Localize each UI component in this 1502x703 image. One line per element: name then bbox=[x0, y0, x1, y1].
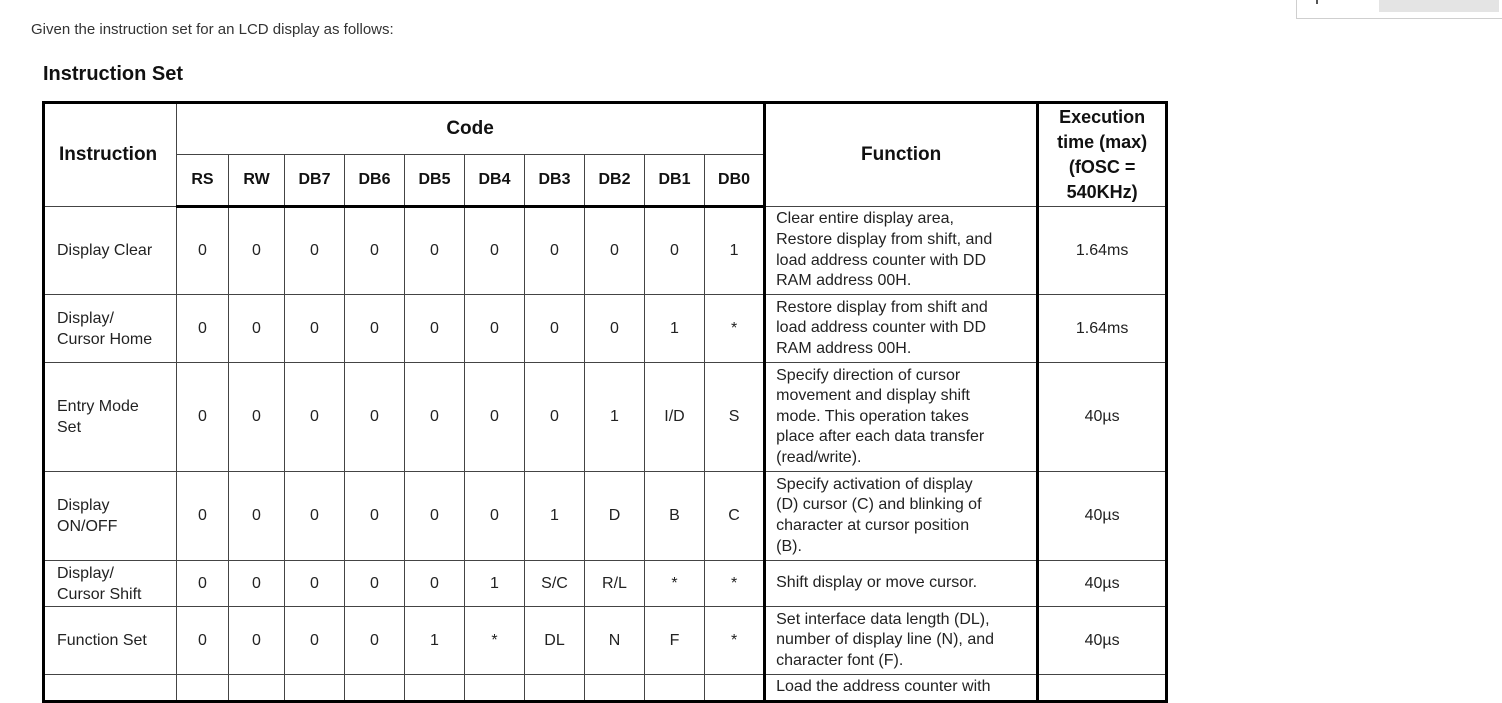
bit-cell: 1 bbox=[645, 295, 705, 363]
bit-cell: F bbox=[645, 607, 705, 675]
header-bit-rs: RS bbox=[177, 155, 229, 207]
instruction-name-line: Function Set bbox=[57, 632, 147, 649]
function-cell bbox=[765, 607, 1038, 675]
bit-cell: B bbox=[645, 472, 705, 561]
instruction-name-line: ON/OFF bbox=[57, 518, 118, 535]
function-line: character font (F). bbox=[776, 651, 904, 669]
header-execution-line: Execution bbox=[1059, 107, 1146, 127]
table-row bbox=[44, 675, 1167, 702]
bit-cell: 0 bbox=[405, 295, 465, 363]
function-line: (read/write). bbox=[776, 448, 862, 466]
instruction-name-line: Display/ bbox=[57, 309, 114, 327]
function-line: Set interface data length (DL), bbox=[776, 610, 990, 628]
function-line: Specify activation of display bbox=[776, 475, 973, 493]
bit-cell: 0 bbox=[525, 363, 585, 472]
instruction-name-line: Entry Mode bbox=[57, 398, 139, 415]
intro-text: Given the instruction set for an LCD display as follows: bbox=[31, 21, 394, 38]
table-row bbox=[44, 207, 1167, 295]
bit-cell: 0 bbox=[285, 607, 345, 675]
bit-cell bbox=[585, 675, 645, 702]
function-line: Restore display from shift, and bbox=[776, 230, 993, 248]
execution-time-cell: 1.64ms bbox=[1038, 207, 1167, 295]
bit-cell bbox=[465, 675, 525, 702]
function-line: (D) cursor (C) and blinking of bbox=[776, 496, 982, 514]
bit-cell bbox=[177, 675, 229, 702]
bit-cell: 1 bbox=[525, 472, 585, 561]
function-cell bbox=[765, 472, 1038, 561]
instruction-name-cell bbox=[44, 207, 177, 295]
bit-cell: * bbox=[465, 607, 525, 675]
bit-cell: R/L bbox=[585, 561, 645, 607]
instruction-set-table bbox=[42, 101, 1168, 703]
function-line: (B). bbox=[776, 537, 802, 555]
function-line: Shift display or move cursor. bbox=[776, 574, 978, 592]
bit-cell: * bbox=[705, 295, 765, 363]
function-cell bbox=[765, 207, 1038, 295]
function-line: place after each data transfer bbox=[776, 428, 985, 446]
table-row bbox=[44, 472, 1167, 561]
bit-cell: 0 bbox=[585, 207, 645, 295]
bit-cell: 0 bbox=[285, 295, 345, 363]
header-function: Function bbox=[765, 103, 1038, 207]
bit-cell bbox=[705, 675, 765, 702]
bit-cell: 0 bbox=[177, 561, 229, 607]
bit-cell: N bbox=[585, 607, 645, 675]
bit-cell: 0 bbox=[177, 363, 229, 472]
execution-time-cell: 40µs bbox=[1038, 363, 1167, 472]
header-instruction: Instruction bbox=[44, 103, 177, 207]
bit-cell: 0 bbox=[465, 472, 525, 561]
bit-cell: I/D bbox=[645, 363, 705, 472]
instruction-name-cell bbox=[44, 363, 177, 472]
bit-cell: 0 bbox=[285, 363, 345, 472]
function-line: load address counter with DD bbox=[776, 251, 987, 269]
bit-cell: 0 bbox=[345, 295, 405, 363]
bit-cell bbox=[345, 675, 405, 702]
bit-cell: 0 bbox=[229, 607, 285, 675]
header-bit-db3: DB3 bbox=[525, 155, 585, 207]
bit-cell: * bbox=[705, 607, 765, 675]
bit-cell: 0 bbox=[345, 207, 405, 295]
corner-scroll-bar[interactable] bbox=[1379, 0, 1499, 12]
instruction-name-cell bbox=[44, 472, 177, 561]
bit-cell: 1 bbox=[705, 207, 765, 295]
instruction-name-line: Set bbox=[57, 419, 82, 436]
bit-cell: 0 bbox=[345, 607, 405, 675]
instruction-name-cell bbox=[44, 607, 177, 675]
bit-cell: 0 bbox=[229, 207, 285, 295]
header-bit-db2: DB2 bbox=[585, 155, 645, 207]
header-bit-db4: DB4 bbox=[465, 155, 525, 207]
section-heading: Instruction Set bbox=[43, 63, 184, 85]
bit-cell: 1 bbox=[405, 607, 465, 675]
execution-time-cell: 40µs bbox=[1038, 472, 1167, 561]
execution-time-cell: 1.64ms bbox=[1038, 295, 1167, 363]
instruction-name-line: Display/ bbox=[57, 564, 114, 582]
function-line: movement and display shift bbox=[776, 387, 970, 405]
header-execution-time bbox=[1038, 103, 1167, 207]
header-bit-db0: DB0 bbox=[705, 155, 765, 207]
bit-cell: 0 bbox=[525, 207, 585, 295]
bit-cell: 0 bbox=[229, 472, 285, 561]
bit-cell: 0 bbox=[177, 607, 229, 675]
table-row bbox=[44, 607, 1167, 675]
bit-cell: 0 bbox=[229, 295, 285, 363]
bit-cell: 0 bbox=[345, 472, 405, 561]
header-bit-db1: DB1 bbox=[645, 155, 705, 207]
bit-cell bbox=[525, 675, 585, 702]
header-execution-line: time (max) bbox=[1057, 132, 1148, 152]
bit-cell: 0 bbox=[229, 561, 285, 607]
bit-cell: S bbox=[705, 363, 765, 472]
header-code: Code bbox=[177, 103, 765, 155]
function-line: Clear entire display area, bbox=[776, 210, 954, 228]
bit-cell: 0 bbox=[285, 472, 345, 561]
bit-cell: DL bbox=[525, 607, 585, 675]
bit-cell: 0 bbox=[585, 295, 645, 363]
bit-cell: 0 bbox=[525, 295, 585, 363]
bit-cell: 0 bbox=[645, 207, 705, 295]
function-cell bbox=[765, 295, 1038, 363]
execution-time-cell bbox=[1038, 675, 1167, 702]
bit-cell: 0 bbox=[465, 207, 525, 295]
function-line: load address counter with DD bbox=[776, 319, 987, 337]
bit-cell: 0 bbox=[465, 295, 525, 363]
header-execution-line: 540KHz) bbox=[1066, 182, 1138, 202]
bit-cell: * bbox=[705, 561, 765, 607]
bit-cell: 0 bbox=[177, 207, 229, 295]
bit-cell bbox=[645, 675, 705, 702]
corner-widget bbox=[1296, 0, 1502, 19]
bit-cell: 0 bbox=[229, 363, 285, 472]
bit-cell: S/C bbox=[525, 561, 585, 607]
function-line: character at cursor position bbox=[776, 517, 970, 534]
header-bit-db6: DB6 bbox=[345, 155, 405, 207]
bit-cell bbox=[285, 675, 345, 702]
bit-cell: 0 bbox=[285, 207, 345, 295]
instruction-name-cell bbox=[44, 561, 177, 607]
bit-cell: C bbox=[705, 472, 765, 561]
bit-cell bbox=[405, 675, 465, 702]
bit-cell: 0 bbox=[345, 363, 405, 472]
bit-cell: 0 bbox=[405, 207, 465, 295]
bit-cell: 0 bbox=[405, 561, 465, 607]
execution-time-cell: 40µs bbox=[1038, 561, 1167, 607]
bit-cell: * bbox=[645, 561, 705, 607]
instruction-name-line: Cursor Home bbox=[57, 330, 153, 348]
function-line: RAM address 00H. bbox=[776, 339, 912, 357]
function-line: number of display line (N), and bbox=[776, 631, 995, 649]
bit-cell: 0 bbox=[285, 561, 345, 607]
header-bit-db7: DB7 bbox=[285, 155, 345, 207]
function-line: Restore display from shift and bbox=[776, 298, 988, 316]
instruction-name-cell bbox=[44, 675, 177, 702]
bit-cell: D bbox=[585, 472, 645, 561]
function-line: Specify direction of cursor bbox=[776, 366, 961, 384]
bit-cell bbox=[229, 675, 285, 702]
instruction-name-line: Cursor Shift bbox=[57, 585, 142, 603]
bit-cell: 0 bbox=[345, 561, 405, 607]
header-bit-db5: DB5 bbox=[405, 155, 465, 207]
bit-cell: 0 bbox=[405, 363, 465, 472]
function-line: RAM address 00H. bbox=[776, 272, 912, 290]
bit-cell: 0 bbox=[405, 472, 465, 561]
bit-cell: 1 bbox=[585, 363, 645, 472]
function-line: mode. This operation takes bbox=[776, 407, 969, 425]
corner-tick bbox=[1316, 0, 1318, 4]
header-execution-line: (fOSC = bbox=[1068, 157, 1136, 177]
bit-cell: 0 bbox=[465, 363, 525, 472]
instruction-name-line: Display Clear bbox=[57, 242, 153, 259]
table-row bbox=[44, 363, 1167, 472]
instruction-name-line: Display bbox=[57, 497, 110, 514]
function-cell bbox=[765, 561, 1038, 607]
table-row bbox=[44, 561, 1167, 607]
bit-cell: 1 bbox=[465, 561, 525, 607]
execution-time-cell: 40µs bbox=[1038, 607, 1167, 675]
function-line: Load the address counter with bbox=[776, 678, 991, 695]
header-bit-rw: RW bbox=[229, 155, 285, 207]
bit-cell: 0 bbox=[177, 472, 229, 561]
function-cell bbox=[765, 675, 1038, 702]
bit-cell: 0 bbox=[177, 295, 229, 363]
instruction-name-cell bbox=[44, 295, 177, 363]
table-row bbox=[44, 295, 1167, 363]
function-cell bbox=[765, 363, 1038, 472]
